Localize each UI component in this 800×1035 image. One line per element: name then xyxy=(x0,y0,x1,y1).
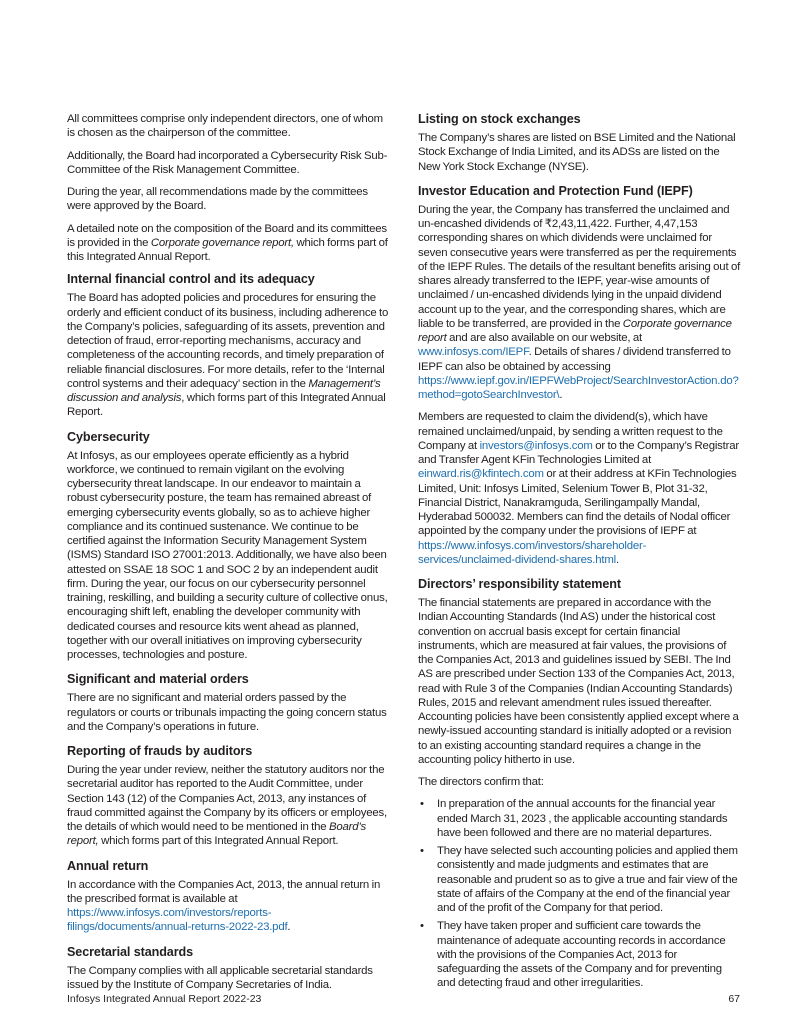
directors-responsibility-heading: Directors’ responsibility statement xyxy=(418,577,621,591)
mda-ref: Management’s discussion and analysis xyxy=(67,377,381,404)
annual-return-paragraph xyxy=(67,878,390,935)
material-orders-paragraph: There are no significant and material orders passed by the regulators or courts or tribunals impacting the going concern status and the Company’s operations in future. xyxy=(67,692,387,733)
bullet-marker: • xyxy=(420,845,424,857)
directors-confirm-list xyxy=(418,797,742,990)
iepf-heading: Investor Education and Protection Fund (IEPF) xyxy=(418,183,693,198)
fraud-text-end: which forms part of this Integrated Annual Report. xyxy=(98,835,339,848)
members-text-2: or to the Company’s Registrar and Transfer Agent KFin Technologies Limited at xyxy=(418,439,739,466)
list-item xyxy=(418,844,742,915)
list-item-text: In preparation of the annual accounts for the financial year ended March 31, 2023 , the applicable accounting standards have been followed and there are no material departures. xyxy=(437,798,728,839)
annual-return-link[interactable]: https://www.infosys.com/investors/reports-filings/documents/annual-returns-2022-23.pdf xyxy=(67,907,288,934)
directors-confirm-paragraph: The directors confirm that: xyxy=(418,776,544,788)
list-item-text: They have taken proper and sufficient care towards the maintenance of adequate accounting records in accordance with the provisions of the Companies Act, 2013 for safeguarding the assets of the Company and for preventing and detecting fraud and other irregularities. xyxy=(437,920,726,990)
list-item xyxy=(418,919,742,990)
members-text-end: . xyxy=(615,553,619,566)
right-column xyxy=(418,112,742,995)
fraud-reporting-paragraph xyxy=(67,763,390,849)
list-item xyxy=(418,797,742,840)
iepf-gov-link[interactable]: https://www.iepf.gov.in/IEPFWebProject/SearchInvestorAction.do?method=gotoSearchInvestor\ xyxy=(418,374,739,401)
investors-email-link[interactable]: investors@infosys.com xyxy=(479,439,593,452)
footer-report-title: Infosys Integrated Annual Report 2022-23 xyxy=(67,993,262,1005)
listing-paragraph: The Company’s shares are listed on BSE Limited and the National Stock Exchange of India Limited, and its ADSs are listed on the New York Stock Exchange (NYSE). xyxy=(418,132,736,173)
cg-report-ref: Corporate governance report xyxy=(418,317,732,344)
iepf-text-2: and are also available on our website, at xyxy=(446,332,643,344)
annual-return-text: In accordance with the Companies Act, 2013, the annual return in the prescribed format is available at xyxy=(67,878,381,905)
fraud-text: During the year under review, neither the statutory auditors nor the secretarial auditor has reported to the Audit Committee, under Section 143 (12) of the Companies Act, 2013, any instances of fraud committed against the Company by its officers or employees, the details of which would need to be mentioned in the xyxy=(67,764,388,833)
list-item-text: They have selected such accounting policies and applied them consistently and made judgments and estimates that are reasonable and prudent so as to give a true and fair view of the state of affairs of the Company at the end of the financial year and of the profit of the Company for that period. xyxy=(437,845,738,914)
cybersecurity-paragraph: At Infosys, as our employees operate efficiently as a hybrid workforce, we continued to remain vigilant on the evolving cybersecurity threat landscape. In our endeavor to maintain a robust cybersecurity posture, the team has remained abreast of emerging cybersecurity events globally, so as to achieve higher compliance and its continued sustenance. We continue to be certified against the Information Security Management System (ISMS) Standard ISO 27001:2013. Additionally, we have also been attested on SSAE 18 SOC 1 and SOC 2 by an independent audit firm. During the year, our focus on our cybersecurity personnel training, reskilling, and building a security culture of collective onus, encouraging shift left, enabling the developer community with dedicated courses and resource kits went ahead as planned, together with our overall initiatives on improving cybersecurity processes, technologies and posture. xyxy=(67,449,388,661)
ifc-text: The Board has adopted policies and procedures for ensuring the orderly and efficient conduct of its business, including adherence to the Company’s policies, safeguarding of its assets, prevention and detection of fraud, error-reporting mechanisms, accuracy and completeness of the accounting records, and timely preparation of reliable financial disclosures. For more details, refer to the ‘Internal control systems and their adequacy’ section in the xyxy=(67,292,389,390)
recommendations-paragraph: During the year, all recommendations made by the committees were approved by the Board. xyxy=(67,186,368,213)
listing-heading: Listing on stock exchanges xyxy=(418,112,581,126)
unclaimed-dividend-link[interactable]: https://www.infosys.com/investors/shareholder-services/unclaimed-dividend-shares.html xyxy=(418,539,647,566)
internal-financial-control-heading: Internal financial control and its adequacy xyxy=(67,272,315,287)
members-text-3: or at their address at KFin Technologies Limited, Unit: Infosys Limited, Selenium Tower B, Plot 31-32, Financial District, Nanakramguda, Serilingampally Mandal, Hyderabad 500032. Members can find the details of Nodal officer appointed by the company under the provisions of IEPF at xyxy=(418,468,737,538)
iepf-paragraph xyxy=(418,203,742,403)
kfintech-email-link[interactable]: einward.ris@kfintech.com xyxy=(418,468,544,481)
committees-paragraph: All committees comprise only independent directors, one of whom is chosen as the chairperson of the committee. xyxy=(67,113,383,140)
left-column xyxy=(67,112,390,1000)
composition-note-text-end: which forms part of this Integrated Annual Report. xyxy=(67,236,388,263)
boards-report-ref: Board’s report, xyxy=(67,821,366,848)
secretarial-standards-heading: Secretarial standards xyxy=(67,944,194,959)
fraud-reporting-heading: Reporting of frauds by auditors xyxy=(67,744,253,758)
infosys-iepf-link[interactable]: www.infosys.com/IEPF xyxy=(418,346,529,359)
members-claim-paragraph xyxy=(418,410,742,567)
composition-note-paragraph xyxy=(67,222,390,265)
iepf-text: During the year, the Company has transferred the unclaimed and un-encashed dividends of ₹2,43,11,422. Further, 4,47,153 corresponding shares on which dividends were unclaimed for seven consecutive years were transferred as per the requirements of the IEPF Rules. The details of the resultant benefits arising out of shares already transferred to the IEPF, year-wise amounts of unclaimed / un-encashed dividends lying in the unpaid dividend account up to the year, and the corresponding shares, which are liable to be transferred, are provided in the xyxy=(418,203,741,330)
iepf-text-3: . Details of shares / dividend transferred to IEPF can also be obtained by accessing xyxy=(418,346,731,373)
bullet-marker: • xyxy=(420,920,424,933)
bullet-marker: • xyxy=(420,798,424,811)
internal-financial-control-paragraph xyxy=(67,291,390,419)
annual-return-heading: Annual return xyxy=(67,858,149,873)
page-number: 67 xyxy=(728,993,740,1005)
composition-note-text: A detailed note on the composition of the Board and its committees is provided in the xyxy=(67,222,387,249)
annual-return-text-end: . xyxy=(287,921,291,934)
secretarial-standards-paragraph: The Company complies with all applicable secretarial standards issued by the Institute of Company Secretaries of India. xyxy=(67,964,373,991)
cyber-subcommittee-paragraph: Additionally, the Board had incorporated a Cybersecurity Risk Sub-Committee of the Risk Management Committee. xyxy=(67,149,388,176)
ifc-text-end: , which forms part of this Integrated Annual Report. xyxy=(67,392,386,419)
members-text: Members are requested to claim the dividend(s), which have remained unclaimed/unpaid, by sending a written request to the Company at xyxy=(418,411,723,452)
corporate-governance-ref: Corporate governance report, xyxy=(150,236,294,249)
cybersecurity-heading: Cybersecurity xyxy=(67,429,150,444)
iepf-text-end: . xyxy=(559,389,563,401)
material-orders-heading: Significant and material orders xyxy=(67,672,249,687)
directors-responsibility-paragraph: The financial statements are prepared in accordance with the Indian Accounting Standards (Ind AS) under the historical cost convention on accrual basis except for certain financial instruments, which are measured at fair values, the provisions of the Companies Act, 2013 and guidelines issued by SEBI. The Ind AS are prescribed under Section 133 of the Companies Act, 2013, read with Rule 3 of the Companies (Indian Accounting Standards) Rules, 2015 and relevant amendment rules issued thereafter. Accounting policies have been consistently applied except where a newly-issued accounting standard is initially adopted or a revision to an existing accounting standard requires a change in the accounting policy hitherto in use. xyxy=(418,597,739,766)
